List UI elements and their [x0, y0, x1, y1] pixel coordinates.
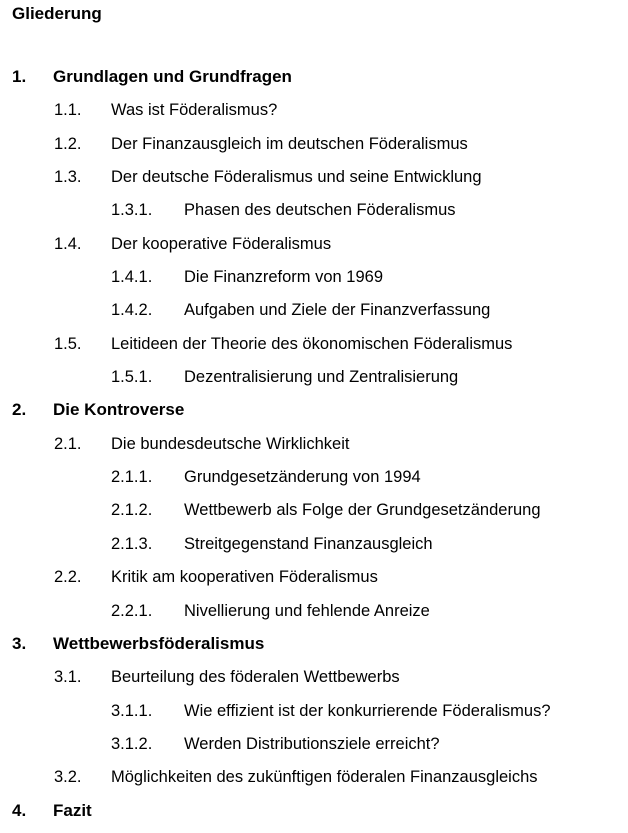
toc-entry [0, 133, 628, 166]
toc-entry-title: Grundlagen und Grundfragen [53, 67, 292, 86]
toc-entry [0, 333, 628, 366]
toc-entry-number: 1.4.2. [111, 301, 153, 320]
toc-entry-title: Werden Distributionsziele erreicht? [184, 734, 440, 753]
toc-entry-number: 1.3. [54, 168, 82, 187]
toc-entry-number: 1.5.1. [111, 368, 153, 387]
toc-entry-title: Was ist Föderalismus? [111, 101, 278, 120]
toc-entry [0, 700, 628, 733]
toc-entry-number: 3.1. [54, 668, 82, 687]
toc-entry [0, 433, 628, 466]
page-title: Gliederung [12, 4, 102, 23]
toc-entry [0, 800, 628, 833]
toc-entry-title: Beurteilung des föderalen Wettbewerbs [111, 668, 400, 687]
toc-entry-number: 4. [12, 800, 27, 820]
toc-entry-title: Nivellierung und fehlende Anreize [184, 601, 430, 620]
toc-entry [0, 666, 628, 699]
toc-entry-number: 1.3.1. [111, 201, 153, 220]
toc-entry [0, 233, 628, 266]
toc-entry-title: Wettbewerbsföderalismus [53, 633, 265, 653]
toc-entry-number: 1.4.1. [111, 268, 153, 287]
toc-entry-number: 1.1. [54, 101, 82, 120]
toc-entry-title: Wie effizient ist der konkurrierende Föderalismus? [184, 701, 551, 720]
toc-entry-number: 3. [12, 633, 27, 653]
toc-entry [0, 499, 628, 532]
toc-entry [0, 66, 628, 99]
toc-entry [0, 99, 628, 132]
toc-entry-title: Möglichkeiten des zukünftigen föderalen Finanzausgleichs [111, 768, 538, 787]
toc-entry-title: Leitideen der Theorie des ökonomischen Föderalismus [111, 334, 513, 353]
toc-entry-title: Aufgaben und Ziele der Finanzverfassung [184, 301, 491, 320]
toc-entry-number: 2.1.3. [111, 534, 153, 553]
toc-entry-number: 3.1.1. [111, 701, 153, 720]
toc-entry-number: 1.5. [54, 334, 82, 353]
toc-entry-title: Der deutsche Föderalismus und seine Entwicklung [111, 168, 482, 187]
toc-entry-number: 2.1. [54, 434, 82, 453]
toc-entry-title: Die Kontroverse [53, 400, 185, 420]
table-of-contents [0, 66, 628, 833]
toc-entry-title: Dezentralisierung und Zentralisierung [184, 368, 459, 387]
toc-entry-number: 2. [12, 400, 27, 420]
toc-entry-title: Fazit [53, 800, 92, 820]
toc-entry-title: Der Finanzausgleich im deutschen Föderalismus [111, 134, 468, 153]
toc-entry [0, 366, 628, 399]
toc-entry-number: 2.2. [54, 568, 82, 587]
toc-entry-title: Der kooperative Föderalismus [111, 234, 332, 253]
toc-entry-number: 2.1.2. [111, 501, 153, 520]
toc-entry-title: Grundgesetzänderung von 1994 [184, 468, 421, 487]
toc-entry [0, 399, 628, 432]
toc-entry-number: 3.1.2. [111, 734, 153, 753]
toc-entry [0, 266, 628, 299]
toc-entry-title: Phasen des deutschen Föderalismus [184, 201, 456, 220]
toc-entry-number: 1. [12, 67, 27, 86]
toc-entry [0, 566, 628, 599]
toc-entry [0, 533, 628, 566]
toc-entry [0, 466, 628, 499]
toc-entry-title: Wettbewerb als Folge der Grundgesetzänderung [184, 501, 541, 520]
toc-entry-number: 1.2. [54, 134, 82, 153]
toc-entry [0, 299, 628, 332]
toc-entry [0, 199, 628, 232]
toc-entry [0, 633, 628, 666]
toc-entry-number: 3.2. [54, 768, 82, 787]
toc-entry-number: 2.2.1. [111, 601, 153, 620]
toc-entry-title: Kritik am kooperativen Föderalismus [111, 568, 378, 587]
toc-entry-title: Die Finanzreform von 1969 [184, 268, 384, 287]
toc-entry [0, 600, 628, 633]
toc-entry-number: 1.4. [54, 234, 82, 253]
toc-entry-title: Streitgegenstand Finanzausgleich [184, 534, 433, 553]
toc-entry-title: Die bundesdeutsche Wirklichkeit [111, 434, 350, 453]
toc-entry [0, 766, 628, 799]
toc-entry-number: 2.1.1. [111, 468, 153, 487]
toc-entry [0, 733, 628, 766]
toc-entry [0, 166, 628, 199]
